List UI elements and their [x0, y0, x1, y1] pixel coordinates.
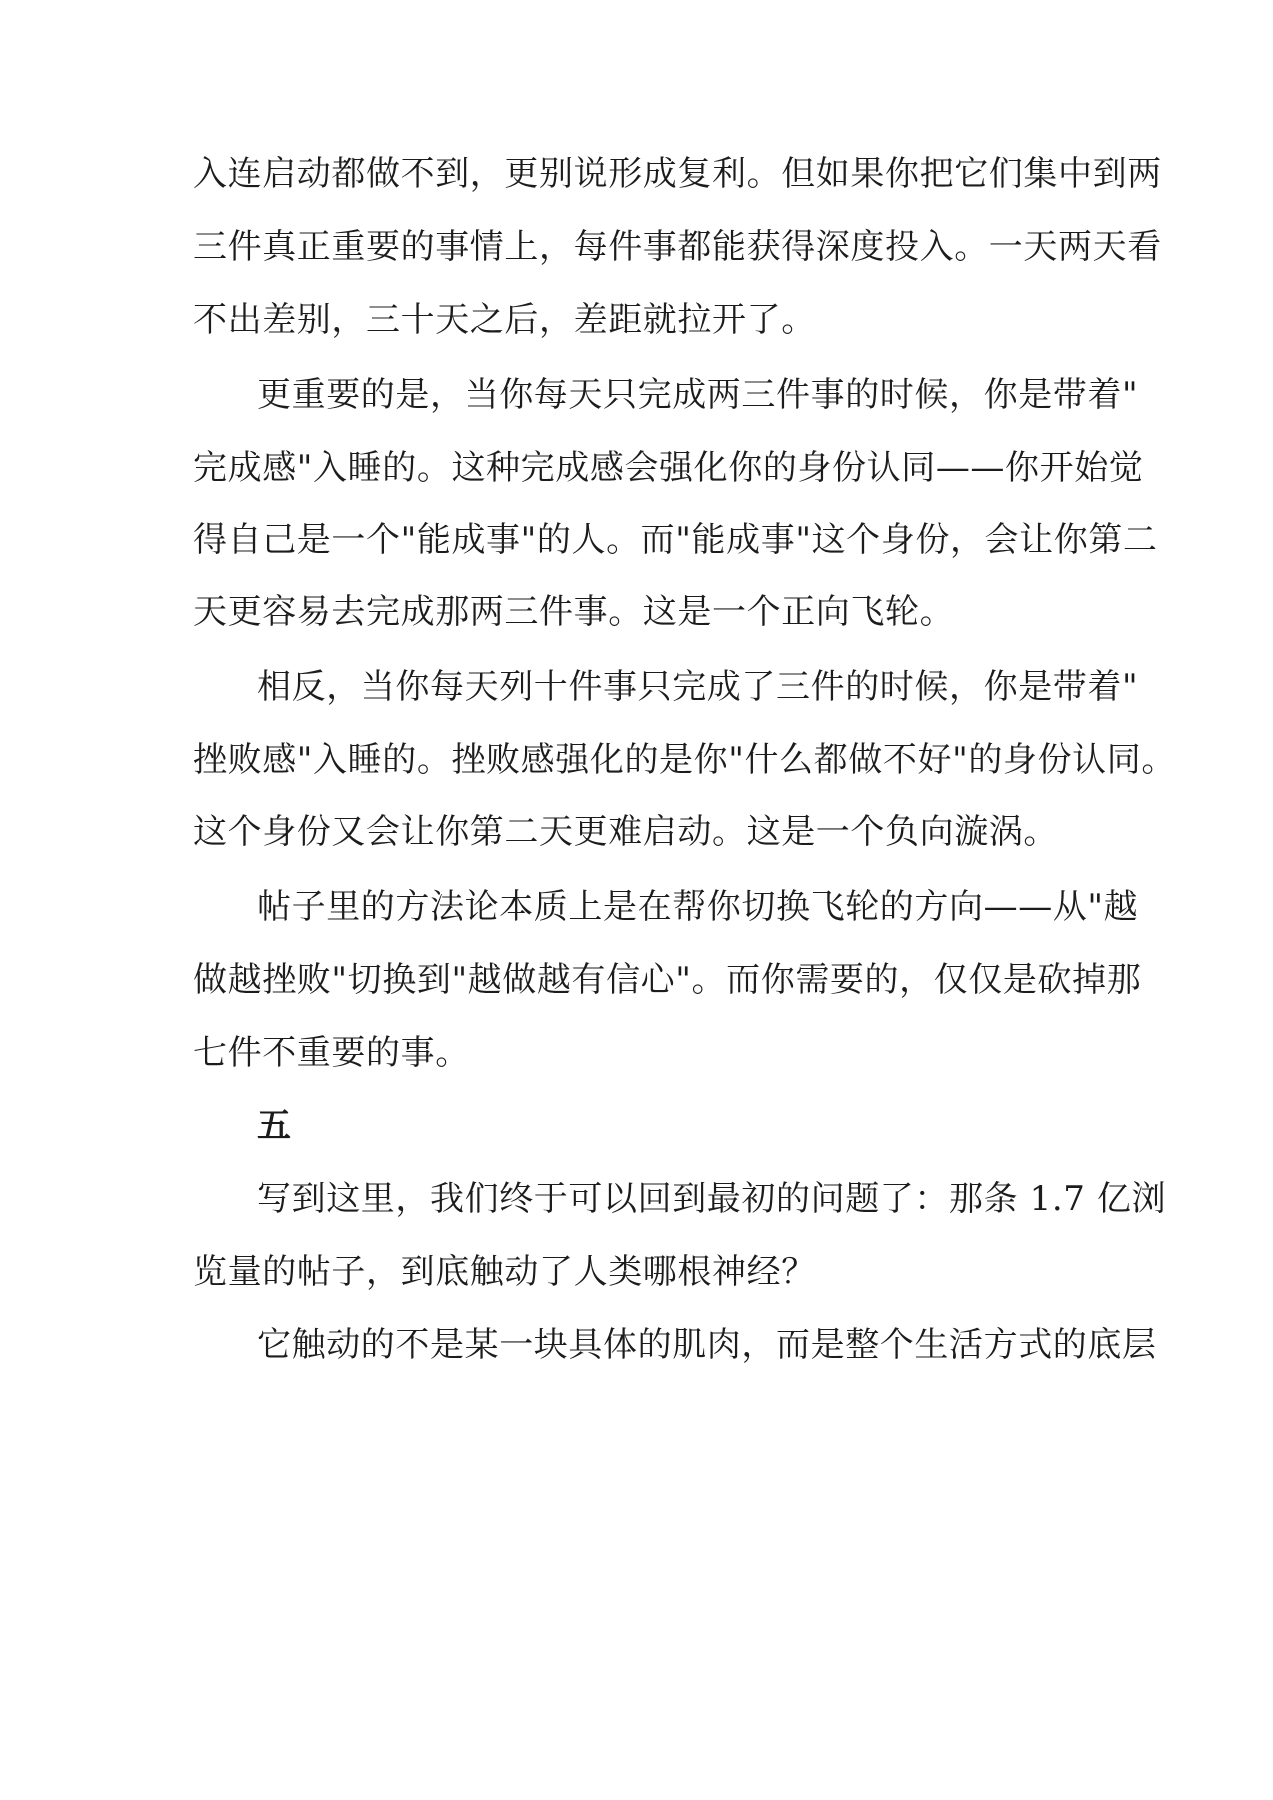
text-line: 天更容易去完成那两三件事。这是一个正向飞轮。 [193, 592, 955, 632]
text-line: 完成感"入睡的。这种完成感会强化你的身份认同——你开始觉 [193, 448, 1144, 488]
text-line: 更重要的是，当你每天只完成两三件事的时候，你是带着" [257, 375, 1139, 415]
text-line: 这个身份又会让你第二天更难启动。这是一个负向漩涡。 [193, 812, 1058, 852]
text-line: 览量的帖子，到底触动了人类哪根神经？ [193, 1252, 816, 1292]
text-line: 七件不重要的事。 [193, 1033, 470, 1073]
text-line: 得自己是一个"能成事"的人。而"能成事"这个身份，会让你第二 [193, 520, 1158, 560]
text-line: 三件真正重要的事情上，每件事都能获得深度投入。一天两天看 [193, 227, 1162, 267]
text-line: 不出差别，三十天之后，差距就拉开了。 [193, 300, 816, 340]
section-heading: 五 [257, 1106, 292, 1146]
text-line: 它触动的不是某一块具体的肌肉，而是整个生活方式的底层 [257, 1325, 1157, 1365]
text-line: 帖子里的方法论本质上是在帮你切换飞轮的方向——从"越 [257, 887, 1139, 927]
text-line: 挫败感"入睡的。挫败感强化的是你"什么都做不好"的身份认同。 [193, 740, 1176, 780]
text-line: 相反，当你每天列十件事只完成了三件的时候，你是带着" [257, 667, 1139, 707]
text-line: 入连启动都做不到，更别说形成复利。但如果你把它们集中到两 [193, 154, 1162, 194]
text-line: 做越挫败"切换到"越做越有信心"。而你需要的，仅仅是砍掉那 [193, 960, 1142, 1000]
text-line: 写到这里，我们终于可以回到最初的问题了：那条 1.7 亿浏 [257, 1179, 1167, 1219]
